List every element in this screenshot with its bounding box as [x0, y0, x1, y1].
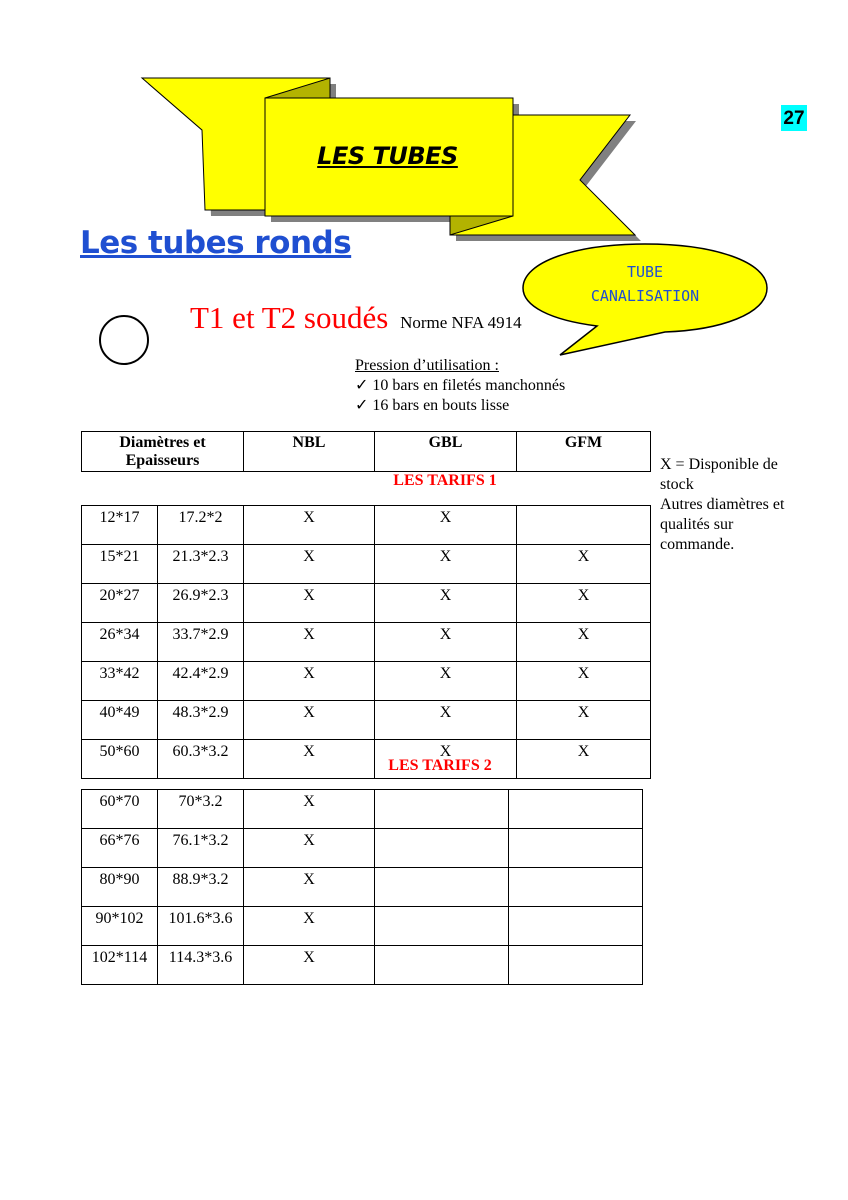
table-row: [82, 790, 643, 829]
check-icon: ✓: [355, 397, 373, 414]
table-cell: X: [244, 907, 375, 946]
table-cell: 102*114: [82, 946, 158, 985]
table-cell: [509, 907, 643, 946]
table-cell: 20*27: [82, 584, 158, 623]
bubble-line-2: CANALISATION: [590, 287, 700, 305]
table-cell: [375, 829, 509, 868]
table-cell: [375, 946, 509, 985]
table-cell: 66*76: [82, 829, 158, 868]
table-cell: X: [517, 545, 651, 584]
product-name: T1 et T2 soudés: [190, 300, 389, 335]
table-cell: [375, 868, 509, 907]
bubble-line-1: TUBE: [626, 263, 664, 281]
table-cell: X: [244, 623, 375, 662]
table-cell: 60*70: [82, 790, 158, 829]
table-cell: 70*3.2: [158, 790, 244, 829]
tarifs-2-table: [81, 789, 643, 985]
table-cell: 76.1*3.2: [158, 829, 244, 868]
table-cell: X: [375, 740, 517, 779]
pression-item: ✓ 16 bars en bouts lisse: [355, 397, 510, 414]
table-cell: 101.6*3.6: [158, 907, 244, 946]
product-norme: Norme NFA 4914: [400, 313, 522, 332]
table-cell: 80*90: [82, 868, 158, 907]
table-row: [82, 662, 651, 701]
table-cell: X: [375, 623, 517, 662]
section-title: Les tubes ronds: [80, 225, 352, 261]
table-cell: 114.3*3.6: [158, 946, 244, 985]
table-cell: 90*102: [82, 907, 158, 946]
product-title: [190, 300, 522, 336]
table-row: [82, 584, 651, 623]
check-icon: ✓: [355, 377, 373, 394]
table-row: [82, 623, 651, 662]
tarifs-2-label: LES TARIFS 2: [388, 757, 492, 774]
table-cell: 60.3*3.2: [158, 740, 244, 779]
table-cell: 26.9*2.3: [158, 584, 244, 623]
table-cell: 42.4*2.9: [158, 662, 244, 701]
table-cell: X: [517, 623, 651, 662]
table-cell: X: [244, 790, 375, 829]
pression-block: [355, 356, 565, 416]
table-cell: 40*49: [82, 701, 158, 740]
table-cell: X: [244, 506, 375, 545]
legend-line-1: X = Disponible de stock: [660, 456, 778, 493]
tarifs-1-table: [81, 505, 651, 779]
pression-heading: Pression d’utilisation :: [355, 357, 499, 374]
table-row: [82, 545, 651, 584]
table-cell: X: [375, 506, 517, 545]
legend-note: [660, 455, 810, 555]
table-row: [82, 506, 651, 545]
header-gbl: GBL: [375, 432, 517, 472]
header-gfm: GFM: [517, 432, 651, 472]
table-cell: 26*34: [82, 623, 158, 662]
table-cell: X: [375, 701, 517, 740]
table-cell: 17.2*2: [158, 506, 244, 545]
table-cell: X: [244, 740, 375, 779]
table-header: [81, 431, 651, 472]
bubble-text: [540, 260, 750, 308]
table-row: [82, 946, 643, 985]
table-cell: X: [375, 545, 517, 584]
table-row: [82, 701, 651, 740]
table-cell: 33*42: [82, 662, 158, 701]
round-tube-icon: [99, 315, 149, 365]
table-cell: X: [244, 662, 375, 701]
table-cell: 50*60: [82, 740, 158, 779]
table-cell: X: [244, 584, 375, 623]
table-cell: X: [517, 740, 651, 779]
table-cell: X: [244, 545, 375, 584]
table-row: [82, 907, 643, 946]
table-cell: [509, 790, 643, 829]
table-cell: X: [375, 662, 517, 701]
table-cell: X: [244, 868, 375, 907]
table-row: [82, 740, 651, 779]
legend-line-2: Autres diamètres et qualités sur commande.: [660, 496, 785, 553]
table-cell: [509, 946, 643, 985]
table-cell: X: [517, 584, 651, 623]
banner-title: LES TUBES: [317, 142, 458, 170]
page-number: 27: [781, 105, 807, 131]
table-cell: [509, 868, 643, 907]
header-diametres: Diamètres et Epaisseurs: [82, 432, 244, 472]
table-row: [82, 868, 643, 907]
table-cell: X: [244, 829, 375, 868]
table-cell: 88.9*3.2: [158, 868, 244, 907]
table-cell: X: [244, 701, 375, 740]
table-cell: [375, 907, 509, 946]
table-cell: X: [244, 946, 375, 985]
table-cell: X: [375, 584, 517, 623]
table-cell: [509, 829, 643, 868]
table-cell: 21.3*2.3: [158, 545, 244, 584]
table-row: [82, 829, 643, 868]
tarifs-1-label: LES TARIFS 1: [393, 472, 497, 489]
table-cell: 15*21: [82, 545, 158, 584]
table-cell: [517, 506, 651, 545]
pression-item: ✓ 10 bars en filetés manchonnés: [355, 377, 566, 394]
table-cell: 33.7*2.9: [158, 623, 244, 662]
table-cell: 12*17: [82, 506, 158, 545]
table-cell: X: [517, 701, 651, 740]
header-nbl: NBL: [244, 432, 375, 472]
table-cell: [375, 790, 509, 829]
table-cell: X: [517, 662, 651, 701]
table-cell: 48.3*2.9: [158, 701, 244, 740]
